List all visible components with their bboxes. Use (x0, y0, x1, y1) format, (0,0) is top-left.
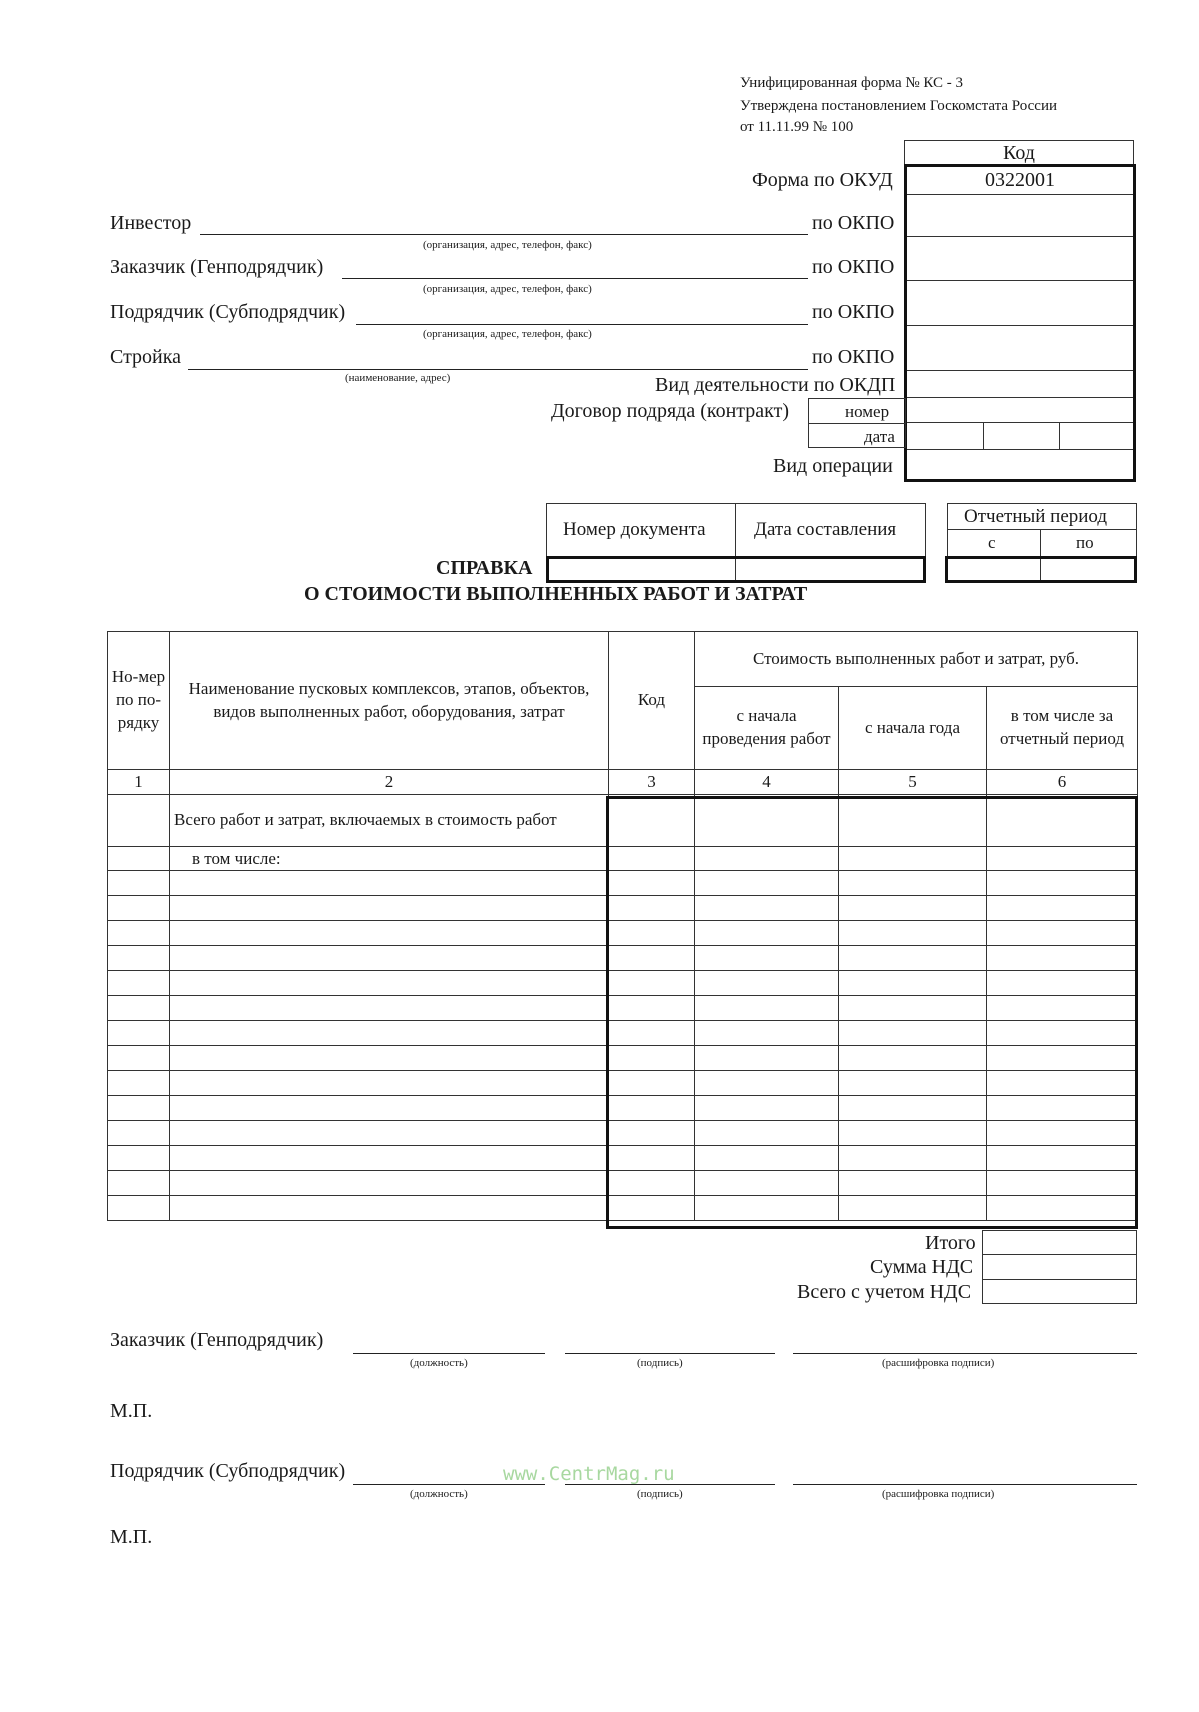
site-label: Стройка (110, 346, 182, 368)
customer-stamp: М.П. (110, 1400, 153, 1422)
totals-divider (982, 1254, 1137, 1255)
site-line (188, 369, 808, 370)
watermark: www.CentrMag.ru (503, 1463, 675, 1485)
customer-position-line (353, 1353, 545, 1354)
investor-hint: (организация, адрес, телефон, факс) (423, 239, 592, 251)
site-hint: (наименование, адрес) (345, 372, 451, 384)
doc-values-box (546, 556, 926, 583)
date-divider (983, 422, 984, 449)
customer-hint: (организация, адрес, телефон, факс) (423, 283, 592, 295)
date-divider (1059, 422, 1060, 449)
contract-date-label: дата (864, 427, 895, 446)
including-row-label: в том числе: (170, 847, 609, 871)
value-area-outline (606, 796, 1138, 1229)
col-index: 3 (609, 770, 695, 795)
contract-label: Договор подряда (контракт) (551, 400, 789, 422)
contractor-signature-hint: (подпись) (637, 1488, 683, 1500)
customer-signature-label: Заказчик (Генподрядчик) (110, 1329, 324, 1351)
customer-signature-hint: (подпись) (637, 1357, 683, 1369)
total-vat-label: Всего с учетом НДС (797, 1281, 972, 1303)
customer-label: Заказчик (Генподрядчик) (110, 256, 324, 278)
col-since-start-header: с начала проведения работ (695, 687, 839, 770)
col-cost-group-header: Стоимость выполненных работ и затрат, руб. (695, 632, 1138, 687)
code-header: Код (904, 140, 1134, 166)
okdp-label: Вид деятельности по ОКДП (655, 374, 896, 396)
vat-label: Сумма НДС (870, 1256, 974, 1278)
total-row-label: Всего работ и затрат, включаемых в стоимость работ (170, 795, 609, 847)
code-divider (907, 236, 1133, 237)
code-column (904, 164, 1136, 482)
period-divider (947, 529, 1137, 530)
code-divider (907, 280, 1133, 281)
customer-okpo-label: по ОКПО (812, 256, 895, 278)
approved-line: Утверждена постановлением Госкомстата России (740, 98, 1058, 114)
site-okpo-label: по ОКПО (812, 346, 895, 368)
totals-divider (982, 1279, 1137, 1280)
col-index: 6 (987, 770, 1138, 795)
form-name: Унифицированная форма № КС - 3 (740, 75, 964, 91)
col-name-header: Наименование пусковых комплексов, этапов, объектов, видов выполненных работ, оборудования, затрат (170, 632, 609, 770)
col-index: 4 (695, 770, 839, 795)
col-index: 1 (108, 770, 170, 795)
col-number-header: Но-мер по по-рядку (108, 632, 170, 770)
code-divider (907, 397, 1133, 398)
totals-box (982, 1230, 1137, 1304)
period-header: Отчетный период (964, 506, 1108, 527)
code-divider (907, 325, 1133, 326)
customer-position-hint: (должность) (410, 1357, 468, 1369)
customer-line (342, 278, 808, 279)
contractor-okpo-label: по ОКПО (812, 301, 895, 323)
contractor-line (356, 324, 808, 325)
code-divider (907, 449, 1133, 450)
contractor-label: Подрядчик (Субподрядчик) (110, 301, 346, 323)
contractor-signature-label: Подрядчик (Субподрядчик) (110, 1460, 346, 1482)
okud-label: Форма по ОКУД (752, 169, 893, 191)
contractor-hint: (организация, адрес, телефон, факс) (423, 328, 592, 340)
doc-number-header: Номер документа (563, 519, 706, 540)
okud-code-value: 0322001 (907, 167, 1133, 195)
customer-signature-line (565, 1353, 775, 1354)
investor-line (200, 234, 808, 235)
doc-title: СПРАВКА (436, 557, 533, 579)
contract-divider (808, 423, 906, 424)
investor-okpo-label: по ОКПО (812, 212, 895, 234)
code-divider (907, 422, 1133, 423)
period-to: по (1076, 533, 1094, 552)
col-index: 5 (839, 770, 987, 795)
contract-number-label: номер (845, 402, 890, 421)
contractor-stamp: М.П. (110, 1526, 153, 1548)
period-from: с (988, 533, 996, 552)
contractor-decoding-hint: (расшифровка подписи) (882, 1488, 995, 1500)
customer-decoding-hint: (расшифровка подписи) (882, 1357, 995, 1369)
doc-date-header: Дата составления (754, 519, 897, 540)
col-period-header: в том числе за отчетный период (987, 687, 1138, 770)
contractor-decoding-line (793, 1484, 1137, 1485)
operation-label: Вид операции (773, 455, 893, 477)
col-since-year-header: с начала года (839, 687, 987, 770)
col-code-header: Код (609, 632, 695, 770)
doc-subtitle: О СТОИМОСТИ ВЫПОЛНЕННЫХ РАБОТ И ЗАТРАТ (304, 583, 808, 605)
col-index: 2 (170, 770, 609, 795)
period-values-box (945, 556, 1137, 583)
contractor-position-hint: (должность) (410, 1488, 468, 1500)
investor-label: Инвестор (110, 212, 192, 234)
itogo-label: Итого (925, 1232, 976, 1254)
code-divider (907, 370, 1133, 371)
approval-date: от 11.11.99 № 100 (740, 119, 854, 135)
customer-decoding-line (793, 1353, 1137, 1354)
